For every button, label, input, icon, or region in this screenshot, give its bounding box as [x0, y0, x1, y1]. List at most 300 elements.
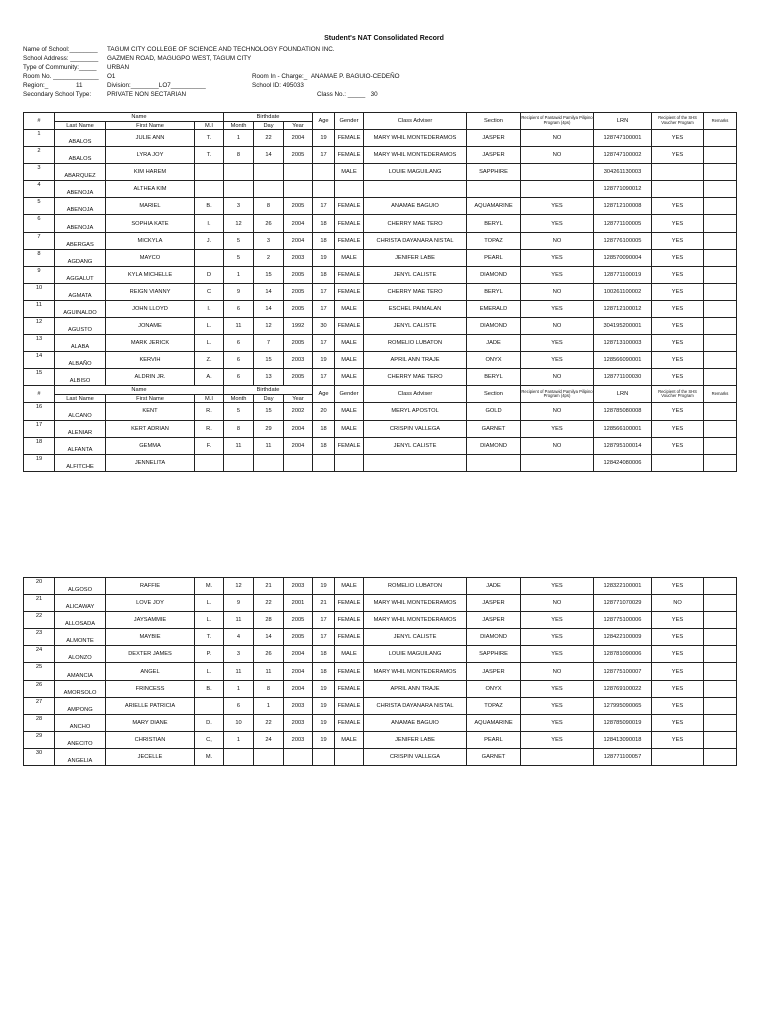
age: 19: [313, 249, 335, 266]
lrn: 128795100014: [594, 437, 652, 454]
student-row: [24, 612, 737, 629]
pantawid-recipient: [521, 454, 594, 471]
section: JADE: [467, 578, 521, 595]
student-row: [24, 130, 737, 147]
header-lrn: LRN: [594, 386, 652, 403]
shs-voucher: YES: [652, 612, 704, 629]
gender: MALE: [335, 731, 364, 748]
birth-year: 2004: [284, 646, 313, 663]
birth-year: 2003: [284, 249, 313, 266]
class-adviser: APRIL ANN TRAJE: [364, 352, 467, 369]
first-name: DEXTER JAMES: [106, 646, 195, 663]
section: SAPPHIRE: [467, 164, 521, 181]
header-gender: Gender: [335, 386, 364, 403]
pantawid-recipient: YES: [521, 646, 594, 663]
remarks: [704, 663, 737, 680]
student-row: [24, 714, 737, 731]
lrn: 128771100057: [594, 748, 652, 765]
row-number: 26: [24, 680, 55, 697]
middle-initial: D.: [195, 714, 224, 731]
age: [313, 181, 335, 198]
last-name: AMORSOLO: [55, 680, 106, 697]
first-name: MARIEL: [106, 198, 195, 215]
birth-month: 5: [224, 249, 254, 266]
remarks: [704, 680, 737, 697]
middle-initial: A.: [195, 369, 224, 386]
remarks: [704, 646, 737, 663]
lrn: 128776100005: [594, 232, 652, 249]
shs-voucher: YES: [652, 318, 704, 335]
birth-day: 24: [254, 731, 284, 748]
birth-day: [254, 748, 284, 765]
birth-day: 15: [254, 403, 284, 420]
pantawid-recipient: [521, 181, 594, 198]
first-name: JAYSAMMIE: [106, 612, 195, 629]
middle-initial: [195, 164, 224, 181]
community-label: Type of Community:_____: [23, 64, 97, 71]
student-row: [24, 232, 737, 249]
middle-initial: D: [195, 266, 224, 283]
school-id-row: [252, 81, 304, 90]
first-name: REIGN VIANNY: [106, 283, 195, 300]
student-row: [24, 198, 737, 215]
shs-voucher: NO: [652, 595, 704, 612]
birth-month: 6: [224, 697, 254, 714]
lrn: 128771100005: [594, 215, 652, 232]
gender: MALE: [335, 164, 364, 181]
class-adviser: JENIFER LABE: [364, 731, 467, 748]
lrn: 128771070029: [594, 595, 652, 612]
room-value: O1: [107, 73, 116, 80]
pantawid-recipient: [521, 748, 594, 765]
division-label: Division:________LO7__________: [107, 82, 206, 89]
last-name: ANGELIA: [55, 748, 106, 765]
header-name: Name: [55, 386, 224, 395]
last-name: ALBAÑO: [55, 352, 106, 369]
class-no-value: 30: [370, 91, 378, 98]
first-name: LOVE JOY: [106, 595, 195, 612]
birth-month: 9: [224, 595, 254, 612]
age: 19: [313, 697, 335, 714]
section: BERYL: [467, 283, 521, 300]
age: 18: [313, 437, 335, 454]
birth-month: 8: [224, 147, 254, 164]
age: 17: [313, 198, 335, 215]
section: ONYX: [467, 680, 521, 697]
birth-day: [254, 454, 284, 471]
header-middle-initial: M.I: [195, 395, 224, 403]
birth-day: 14: [254, 300, 284, 317]
birth-day: 2: [254, 249, 284, 266]
pantawid-recipient: NO: [521, 318, 594, 335]
middle-initial: [195, 249, 224, 266]
lrn: 127995090065: [594, 697, 652, 714]
birth-year: 2005: [284, 629, 313, 646]
first-name: RAFFIE: [106, 578, 195, 595]
age: 17: [313, 612, 335, 629]
birth-year: 2005: [284, 147, 313, 164]
gender: FEMALE: [335, 663, 364, 680]
gender: FEMALE: [335, 147, 364, 164]
gender: MALE: [335, 335, 364, 352]
lrn: 304195200001: [594, 318, 652, 335]
birth-year: 1992: [284, 318, 313, 335]
pantawid-recipient: YES: [521, 215, 594, 232]
middle-initial: [195, 181, 224, 198]
region-row: [23, 81, 206, 90]
birth-month: [224, 164, 254, 181]
last-name: AGUSTO: [55, 318, 106, 335]
header-gender: Gender: [335, 113, 364, 130]
remarks: [704, 714, 737, 731]
student-row: [24, 646, 737, 663]
row-number: 2: [24, 147, 55, 164]
gender: FEMALE: [335, 714, 364, 731]
birth-year: 2004: [284, 663, 313, 680]
class-adviser: JENIFER LABE: [364, 249, 467, 266]
birth-year: 2005: [284, 612, 313, 629]
section: SAPPHIRE: [467, 646, 521, 663]
header-day: Day: [254, 122, 284, 130]
class-adviser: [364, 181, 467, 198]
birth-year: [284, 164, 313, 181]
lrn: 128775100006: [594, 612, 652, 629]
remarks: [704, 352, 737, 369]
birth-month: 6: [224, 335, 254, 352]
lrn: 128771090012: [594, 181, 652, 198]
birth-year: 2004: [284, 680, 313, 697]
header-shs-voucher: Recipient of the SHS Voucher Program: [652, 386, 704, 403]
birth-month: 8: [224, 420, 254, 437]
last-name: ALABA: [55, 335, 106, 352]
section: DIAMOND: [467, 629, 521, 646]
pantawid-recipient: NO: [521, 437, 594, 454]
lrn: 128424080006: [594, 454, 652, 471]
lrn: 128422100009: [594, 629, 652, 646]
student-row: [24, 318, 737, 335]
row-number: 6: [24, 215, 55, 232]
remarks: [704, 283, 737, 300]
last-name: AMPONG: [55, 697, 106, 714]
birth-day: 8: [254, 198, 284, 215]
shs-voucher: [652, 181, 704, 198]
pantawid-recipient: YES: [521, 352, 594, 369]
middle-initial: L.: [195, 318, 224, 335]
birth-month: [224, 748, 254, 765]
birth-day: 11: [254, 437, 284, 454]
birth-day: 7: [254, 335, 284, 352]
last-name: ALENIAR: [55, 420, 106, 437]
row-number: 9: [24, 266, 55, 283]
shs-voucher: YES: [652, 646, 704, 663]
shs-voucher: YES: [652, 731, 704, 748]
shs-voucher: YES: [652, 300, 704, 317]
gender: FEMALE: [335, 232, 364, 249]
age: 20: [313, 403, 335, 420]
first-name: ALDRIN JR.: [106, 369, 195, 386]
shs-voucher: YES: [652, 403, 704, 420]
shs-voucher: YES: [652, 130, 704, 147]
middle-initial: B.: [195, 680, 224, 697]
class-adviser: ANAMAE BAGUIO: [364, 198, 467, 215]
gender: FEMALE: [335, 437, 364, 454]
pantawid-recipient: YES: [521, 198, 594, 215]
row-number: 7: [24, 232, 55, 249]
lrn: 128413090018: [594, 731, 652, 748]
gender: FEMALE: [335, 215, 364, 232]
lrn: 128747100002: [594, 147, 652, 164]
pantawid-recipient: NO: [521, 232, 594, 249]
age: [313, 748, 335, 765]
lrn: 128771100030: [594, 369, 652, 386]
header-month: Month: [224, 395, 254, 403]
pantawid-recipient: YES: [521, 300, 594, 317]
student-row: [24, 249, 737, 266]
first-name: JENNELITA: [106, 454, 195, 471]
first-name: KIM HAREM: [106, 164, 195, 181]
row-number: 21: [24, 595, 55, 612]
shs-voucher: [652, 454, 704, 471]
pantawid-recipient: NO: [521, 369, 594, 386]
first-name: JONAME: [106, 318, 195, 335]
student-row: [24, 181, 737, 198]
birth-month: 11: [224, 663, 254, 680]
remarks: [704, 420, 737, 437]
header-row-top: [24, 113, 737, 122]
school-name: TAGUM CITY COLLEGE OF SCIENCE AND TECHNOLOGY FOUNDATION INC.: [107, 46, 335, 53]
student-row: [24, 663, 737, 680]
class-adviser: MERYL APOSTOL: [364, 403, 467, 420]
age: [313, 454, 335, 471]
gender: MALE: [335, 420, 364, 437]
birth-month: 4: [224, 629, 254, 646]
school-type-value: PRIVATE NON SECTARIAN: [107, 91, 187, 98]
lrn: 128712100008: [594, 198, 652, 215]
birth-month: 6: [224, 369, 254, 386]
middle-initial: R.: [195, 420, 224, 437]
shs-voucher: YES: [652, 578, 704, 595]
birth-month: 1: [224, 680, 254, 697]
class-adviser: JENYL CALISTE: [364, 318, 467, 335]
class-adviser: ANAMAE BAGUIO: [364, 714, 467, 731]
birth-year: 2002: [284, 403, 313, 420]
pantawid-recipient: YES: [521, 714, 594, 731]
remarks: [704, 697, 737, 714]
class-adviser: CRISPIN VALLEGA: [364, 748, 467, 765]
last-name: ALGOSO: [55, 578, 106, 595]
shs-voucher: YES: [652, 629, 704, 646]
birth-year: 2005: [284, 369, 313, 386]
remarks: [704, 215, 737, 232]
birth-day: 13: [254, 369, 284, 386]
middle-initial: R.: [195, 403, 224, 420]
birth-day: 22: [254, 595, 284, 612]
shs-voucher: [652, 164, 704, 181]
pantawid-recipient: YES: [521, 249, 594, 266]
section: EMERALD: [467, 300, 521, 317]
lrn: 128785080008: [594, 403, 652, 420]
first-name: SOPHIA KATE: [106, 215, 195, 232]
student-row: [24, 352, 737, 369]
last-name: ALICAWAY: [55, 595, 106, 612]
shs-voucher: YES: [652, 437, 704, 454]
header-remarks: Remarks: [704, 386, 737, 403]
birth-day: 14: [254, 283, 284, 300]
pantawid-recipient: YES: [521, 680, 594, 697]
birth-year: 2003: [284, 578, 313, 595]
age: 19: [313, 731, 335, 748]
gender: [335, 454, 364, 471]
section: JASPER: [467, 663, 521, 680]
pantawid-recipient: YES: [521, 612, 594, 629]
section: AQUAMARINE: [467, 714, 521, 731]
last-name: AGMATA: [55, 283, 106, 300]
last-name: ABENOJA: [55, 181, 106, 198]
lrn: 128322100001: [594, 578, 652, 595]
school-type-row: [23, 90, 186, 99]
class-adviser: ROMELIO LUBATON: [364, 578, 467, 595]
shs-voucher: YES: [652, 232, 704, 249]
row-number: 24: [24, 646, 55, 663]
school-address: GAZMEN ROAD, MAGUGPO WEST, TAGUM CITY: [107, 55, 252, 62]
pantawid-recipient: NO: [521, 130, 594, 147]
student-row: [24, 697, 737, 714]
pantawid-recipient: YES: [521, 578, 594, 595]
shs-voucher: YES: [652, 249, 704, 266]
first-name: MARK JERICK: [106, 335, 195, 352]
remarks: [704, 164, 737, 181]
birth-year: 2003: [284, 714, 313, 731]
gender: [335, 181, 364, 198]
section: PEARL: [467, 249, 521, 266]
school-id-value: 495033: [282, 82, 304, 89]
section: BERYL: [467, 369, 521, 386]
middle-initial: L.: [195, 335, 224, 352]
row-number: 29: [24, 731, 55, 748]
pantawid-recipient: NO: [521, 595, 594, 612]
room-in-charge: ANAMAE P. BAGUIO-CEDEÑO: [310, 73, 400, 80]
class-adviser: CHRISTA DAYANARA NISTAL: [364, 232, 467, 249]
remarks: [704, 578, 737, 595]
first-name: MAYBIE: [106, 629, 195, 646]
birth-year: [284, 748, 313, 765]
header-last-name: Last Name: [55, 122, 106, 130]
middle-initial: M.: [195, 748, 224, 765]
header-section: Section: [467, 386, 521, 403]
row-number: 18: [24, 437, 55, 454]
section: DIAMOND: [467, 266, 521, 283]
class-adviser: CRISPIN VALLEGA: [364, 420, 467, 437]
gender: MALE: [335, 403, 364, 420]
birth-day: 11: [254, 663, 284, 680]
age: 17: [313, 147, 335, 164]
school-type-label: Secondary School Type:: [23, 91, 92, 98]
birth-month: 3: [224, 646, 254, 663]
last-name: ABENOJA: [55, 215, 106, 232]
student-row: [24, 266, 737, 283]
student-row: [24, 595, 737, 612]
student-row: [24, 403, 737, 420]
remarks: [704, 147, 737, 164]
birth-month: 6: [224, 300, 254, 317]
class-adviser: CHERRY MAE TERO: [364, 283, 467, 300]
class-adviser: MARY WHIL MONTEDERAMOS: [364, 130, 467, 147]
student-row: [24, 731, 737, 748]
birth-year: 2001: [284, 595, 313, 612]
first-name: MICKYLA: [106, 232, 195, 249]
school-address-label: School Address: ________: [23, 55, 99, 62]
row-number: 15: [24, 369, 55, 386]
remarks: [704, 629, 737, 646]
student-row: [24, 335, 737, 352]
student-row: [24, 300, 737, 317]
remarks: [704, 181, 737, 198]
row-number: 11: [24, 300, 55, 317]
birth-year: 2005: [284, 283, 313, 300]
birth-month: 9: [224, 283, 254, 300]
birth-year: 2004: [284, 420, 313, 437]
last-name: ABARQUEZ: [55, 164, 106, 181]
class-adviser: CHERRY MAE TERO: [364, 369, 467, 386]
remarks: [704, 232, 737, 249]
row-number: 16: [24, 403, 55, 420]
header-year: Year: [284, 395, 313, 403]
birth-year: 2005: [284, 198, 313, 215]
class-adviser: [364, 454, 467, 471]
birth-month: [224, 181, 254, 198]
class-adviser: JENYL CALISTE: [364, 266, 467, 283]
last-name: ALLOSADA: [55, 612, 106, 629]
header-shs-voucher: Recipient of the SHS Voucher Program: [652, 113, 704, 130]
student-row: [24, 283, 737, 300]
age: 17: [313, 335, 335, 352]
birth-day: 3: [254, 232, 284, 249]
row-number: 19: [24, 454, 55, 471]
last-name: ABENOJA: [55, 198, 106, 215]
shs-voucher: YES: [652, 369, 704, 386]
middle-initial: L.: [195, 612, 224, 629]
birth-year: [284, 454, 313, 471]
birth-year: 2004: [284, 215, 313, 232]
row-number: 30: [24, 748, 55, 765]
shs-voucher: YES: [652, 147, 704, 164]
class-adviser: CHERRY MAE TERO: [364, 215, 467, 232]
age: 18: [313, 266, 335, 283]
lrn: 128566100001: [594, 420, 652, 437]
middle-initial: L.: [195, 595, 224, 612]
birth-day: 26: [254, 646, 284, 663]
section: ONYX: [467, 352, 521, 369]
age: 18: [313, 232, 335, 249]
gender: FEMALE: [335, 283, 364, 300]
birth-month: 12: [224, 578, 254, 595]
lrn: 100261100002: [594, 283, 652, 300]
age: 19: [313, 680, 335, 697]
region-value: 11: [76, 82, 83, 89]
remarks: [704, 318, 737, 335]
birth-year: 2004: [284, 232, 313, 249]
header-year: Year: [284, 122, 313, 130]
row-number: 20: [24, 578, 55, 595]
shs-voucher: YES: [652, 215, 704, 232]
section: DIAMOND: [467, 318, 521, 335]
age: 30: [313, 318, 335, 335]
section: JASPER: [467, 147, 521, 164]
community-value: URBAN: [107, 64, 130, 71]
pantawid-recipient: YES: [521, 629, 594, 646]
middle-initial: P.: [195, 646, 224, 663]
row-number: 17: [24, 420, 55, 437]
